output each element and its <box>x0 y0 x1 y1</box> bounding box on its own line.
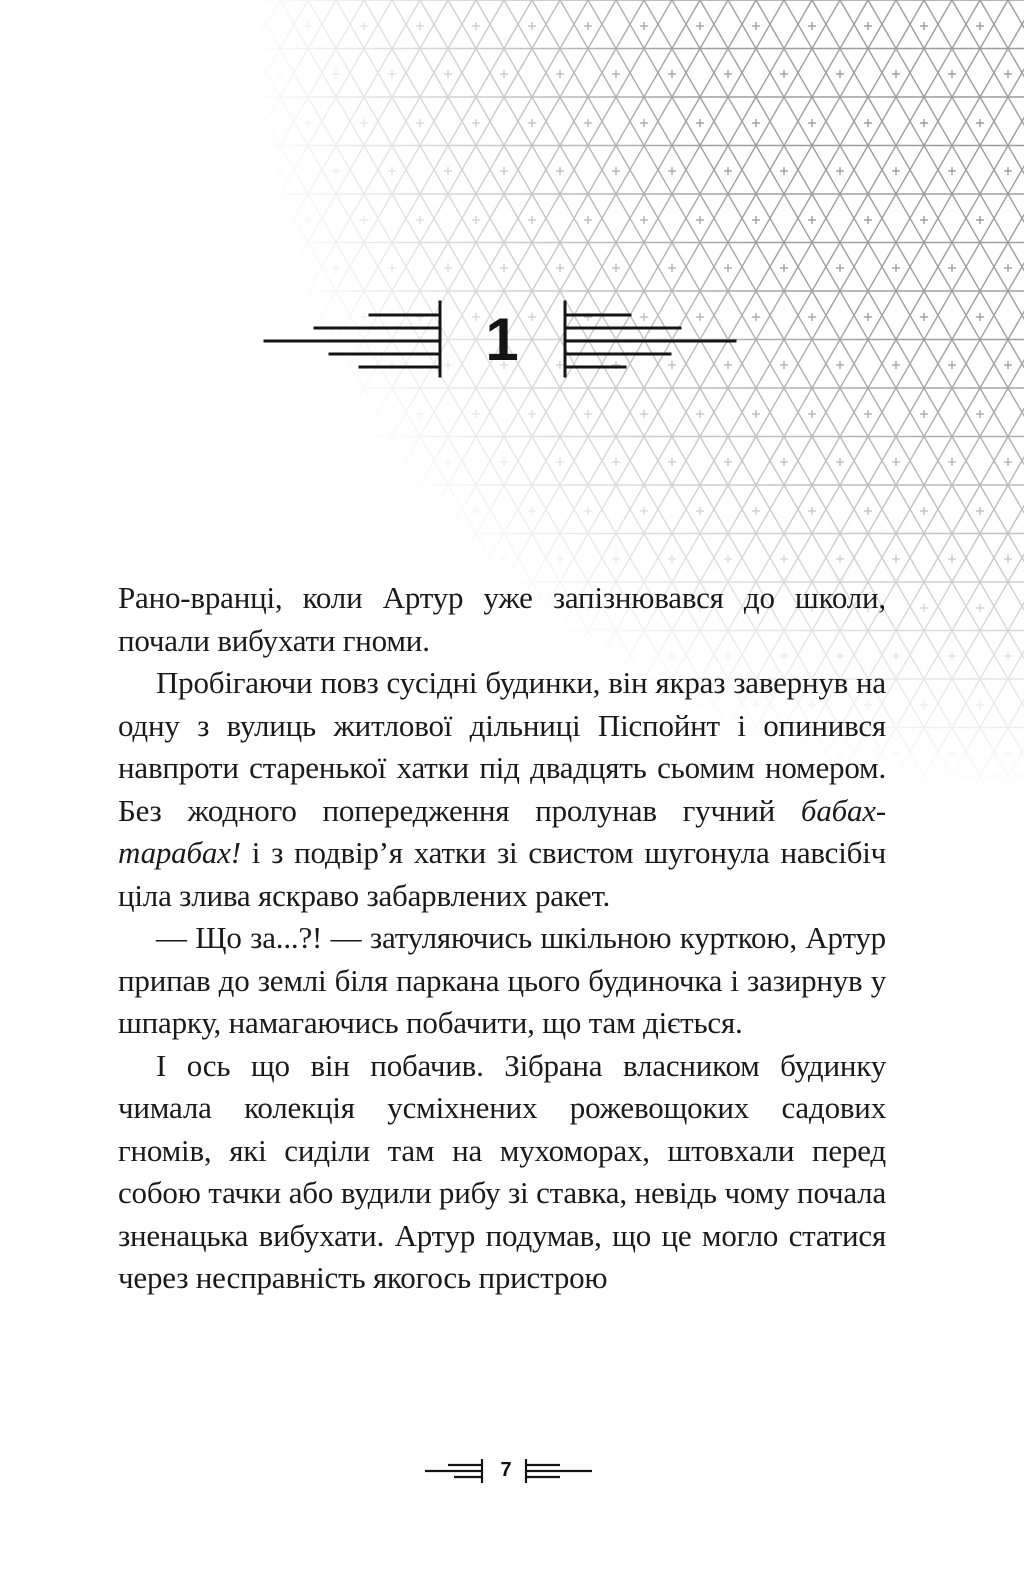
paragraph <box>118 577 886 662</box>
chapter-number: 1 <box>485 306 519 373</box>
paragraph <box>118 917 886 1045</box>
paragraph <box>118 1045 886 1300</box>
page-number: 7 <box>500 1459 512 1481</box>
paragraph-text: і з подвір’я хатки зі свистом шугонула навсібіч ціла злива яскраво забарвлених ракет. <box>118 835 886 913</box>
paragraph-text: — Що за...?! — затуляючись шкільною курткою, Артур припав до землі біля паркана цього будиночка і зазирнув у шпарку, намагаючись побачити, що там діється. <box>118 920 886 1040</box>
italic-text: бабах-тарабах! <box>118 792 886 870</box>
paragraph <box>118 662 886 917</box>
paragraph-text: Пробігаючи повз сусідні будинки, він якраз завернув на одну з вулиць житлової дільниці Піспойнт і опинився навпроти старенької хатки під двадцять сьомим номером. Без жодного попередження пролунав гучний <box>118 665 886 828</box>
paragraph-text: Рано-вранці, коли Артур уже запізнювався до школи, почали вибухати гноми. <box>118 580 886 658</box>
paragraph-text: І ось що він побачив. Зібрана власником будинку чимала колекція усміхнених рожевощоких садових гномів, які сиділи там на мухоморах, штовхали перед собою тачки або вудили рибу зі ставка, невідь чому почала зненацька вибухати. Артур подумав, що це могло статися через несправність якогось пристрою <box>118 1047 886 1295</box>
chapter-text <box>118 577 886 1300</box>
